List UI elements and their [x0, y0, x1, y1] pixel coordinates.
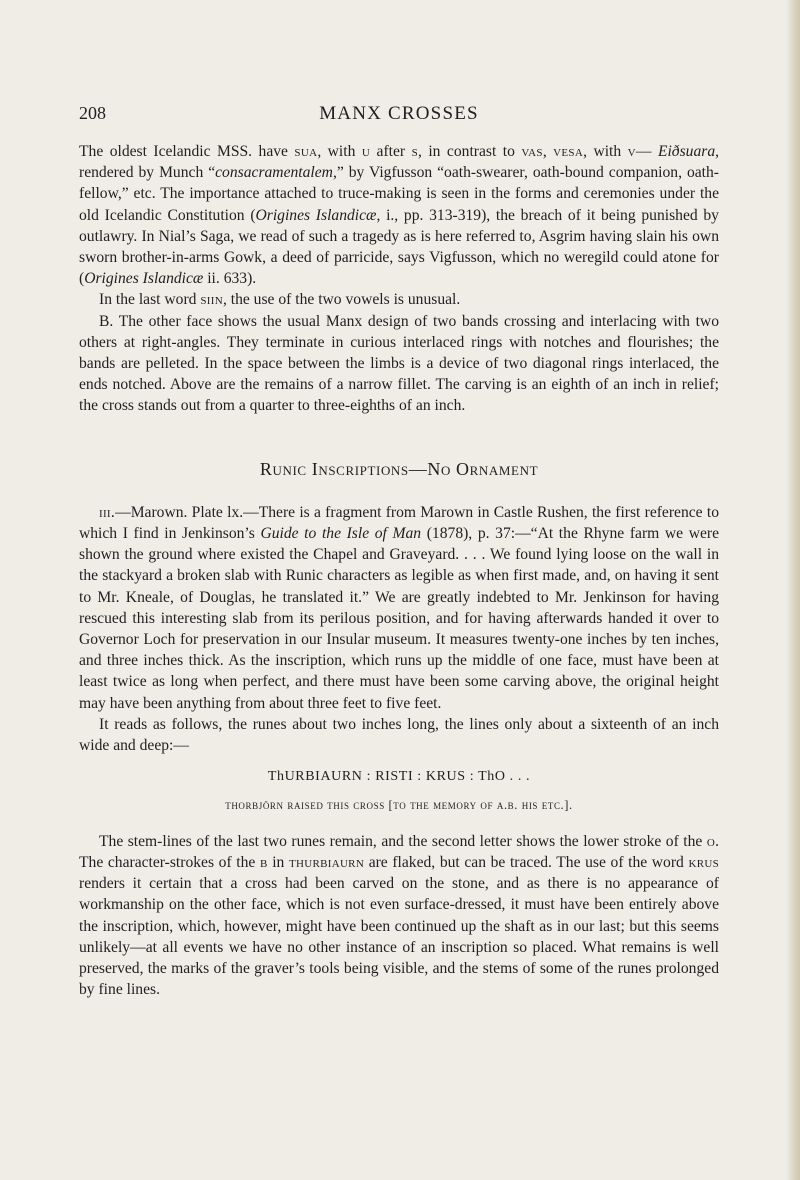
page-body [79, 141, 719, 1000]
paragraph-2: In the last word siin, the use of the two vowels is unusual. [99, 291, 461, 309]
paragraph-3: B. The other face shows the usual Manx design of two bands crossing and interlacing with two others at right-angles. They terminate in curious interlaced rings with notches and flourishes; the bands are pelleted. In the space between the limbs is a device of two diagonal rings interlaced, the ends notched. Above are the remains of a narrow fillet. The carving is an eighth of an inch in relief; the cross stands out from a quarter to three-eighths of an inch. [79, 312, 719, 415]
runic-inscription: ThURBIAURN : RISTI : KRUS : ThO . . . [267, 769, 531, 785]
page-number: 208 [79, 103, 106, 123]
running-title: MANX CROSSES [319, 103, 479, 124]
paragraph-6: The stem-lines of the last two runes remain, and the second letter shows the lower stroke of the o. The character-strokes of the b in thurbiaurn are flaked, but can be traced. The use of the word krus renders it certain that a cross had been carved on the stone, and as there is no appearance of workmanship on the other face, which is not even surface-dressed, it must have been entirely above the inscription, which, however, might have been continued up the shaft as in our last; but this seems unlikely—at all events we have no other instance of an inscription so placed. What remains is well preserved, the marks of the graver’s tools being visible, and the stems of some of the runes prolonged by fine lines. [79, 832, 720, 999]
paragraph-1: The oldest Icelandic MSS. have sua, with u after s, in contrast to vas, vesa, with v— Eiðsuara, rendered by Munch “consacramentalem,” by Vigfusson “oath-swearer, oath-bound companion, oath-fellow,” etc. The importance attached to truce-making is seen in the forms and ceremonies under the old Icelandic Constitution (Origines Islandicæ, i., pp. 313-319), the breach of it being punished by outlawry. In Nial’s Saga, we read of such a tragedy as is here referred to, Asgrim having slain his own sworn brother-in-arms Gowk, a deed of parricide, says Vigfusson, which no weregild could atone for (Origines Islandicæ ii. 633). [79, 143, 720, 288]
entry-label: —Marown. [115, 503, 188, 521]
section-heading: Runic Inscriptions—No Ornament [259, 458, 539, 479]
entry-number: iii. [99, 503, 116, 521]
face-label-b: B. [99, 312, 114, 330]
paragraph-5: It reads as follows, the runes about two inches long, the lines only about a sixteenth of an inch wide and deep:— [79, 715, 719, 755]
paragraph-4: iii.—Marown. Plate lx.—There is a fragment from Marown in Castle Rushen, the first reference to which I find in Jenkinson’s Guide to the Isle of Man (1878), p. 37:—“At the Rhyne farm we were shown the ground where existed the Chapel and Graveyard. . . . We found lying loose on the wall in the stackyard a broken slab with Runic characters as legible as when first made, and, on having it sent to Mr. Kneale, of Douglas, he translated it.” We are greatly indebted to Mr. Jenkinson for having rescued this interesting slab from its perilous position, and for having afterwards handed it over to Governor Loch for preservation in our Insular museum. It measures twenty-one inches by ten inches, and three inches thick. As the inscription, which runs up the middle of one face, must have been at least twice as long when perfect, and there must have been some carving above, the original height may have been anything from about three feet to five feet. [79, 503, 719, 712]
running-head [79, 103, 719, 131]
inscription-translation: thorbjörn raised this cross [to the memory of a.b. his etc.]. [225, 798, 573, 813]
page-edge [786, 0, 800, 1180]
